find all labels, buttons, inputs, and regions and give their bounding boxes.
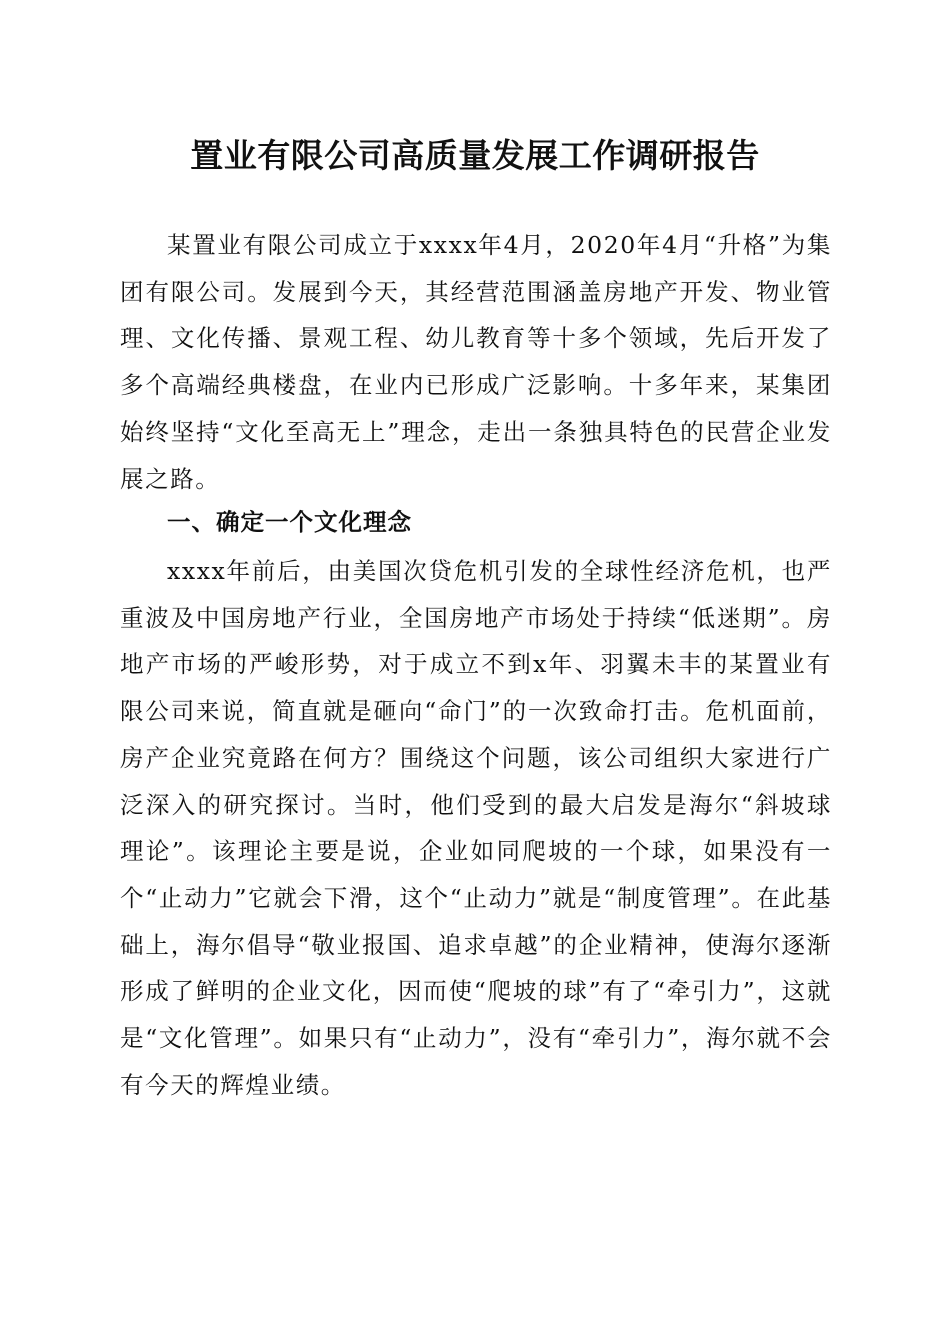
section-paragraph: xxxx年前后，由美国次贷危机引发的全球性经济危机，也严重波及中国房地产行业，全国房地产市场处于持续“低迷期”。房地产市场的严峻形势，对于成立不到x年、羽翼未丰的某置业有限公司来说，简直就是砸向“命门”的一次致命打击。危机面前，房产企业究竟路在何方？围绕这个问题，该公司组织大家进行广泛深入的研究探讨。当时，他们受到的最大启发是海尔“斜坡球理论”。该理论主要是说，企业如同爬坡的一个球，如果没有一个“止动力”它就会下滑，这个“止动力”就是“制度管理”。在此基础上，海尔倡导“敬业报国、追求卓越”的企业精神，使海尔逐渐形成了鲜明的企业文化，因而使“爬坡的球”有了“牵引力”，这就是“文化管理”。如果只有“止动力”，没有“牵引力”，海尔就不会有今天的辉煌业绩。 [120,557,832,1099]
intro-paragraph: 某置业有限公司成立于xxxx年4月，2020年4月“升格”为集团有限公司。发展到今天，其经营范围涵盖房地产开发、物业管理、文化传播、景观工程、幼儿教育等十多个领域，先后开发了多个高端经典楼盘，在业内已形成广泛影响。十多年来，某集团始终坚持“文化至高无上”理念，走出一条独具特色的民营企业发展之路。 [120,231,832,493]
section-heading: 一、确定一个文化理念 [167,508,412,536]
document-title: 置业有限公司高质量发展工作调研报告 [190,136,760,175]
